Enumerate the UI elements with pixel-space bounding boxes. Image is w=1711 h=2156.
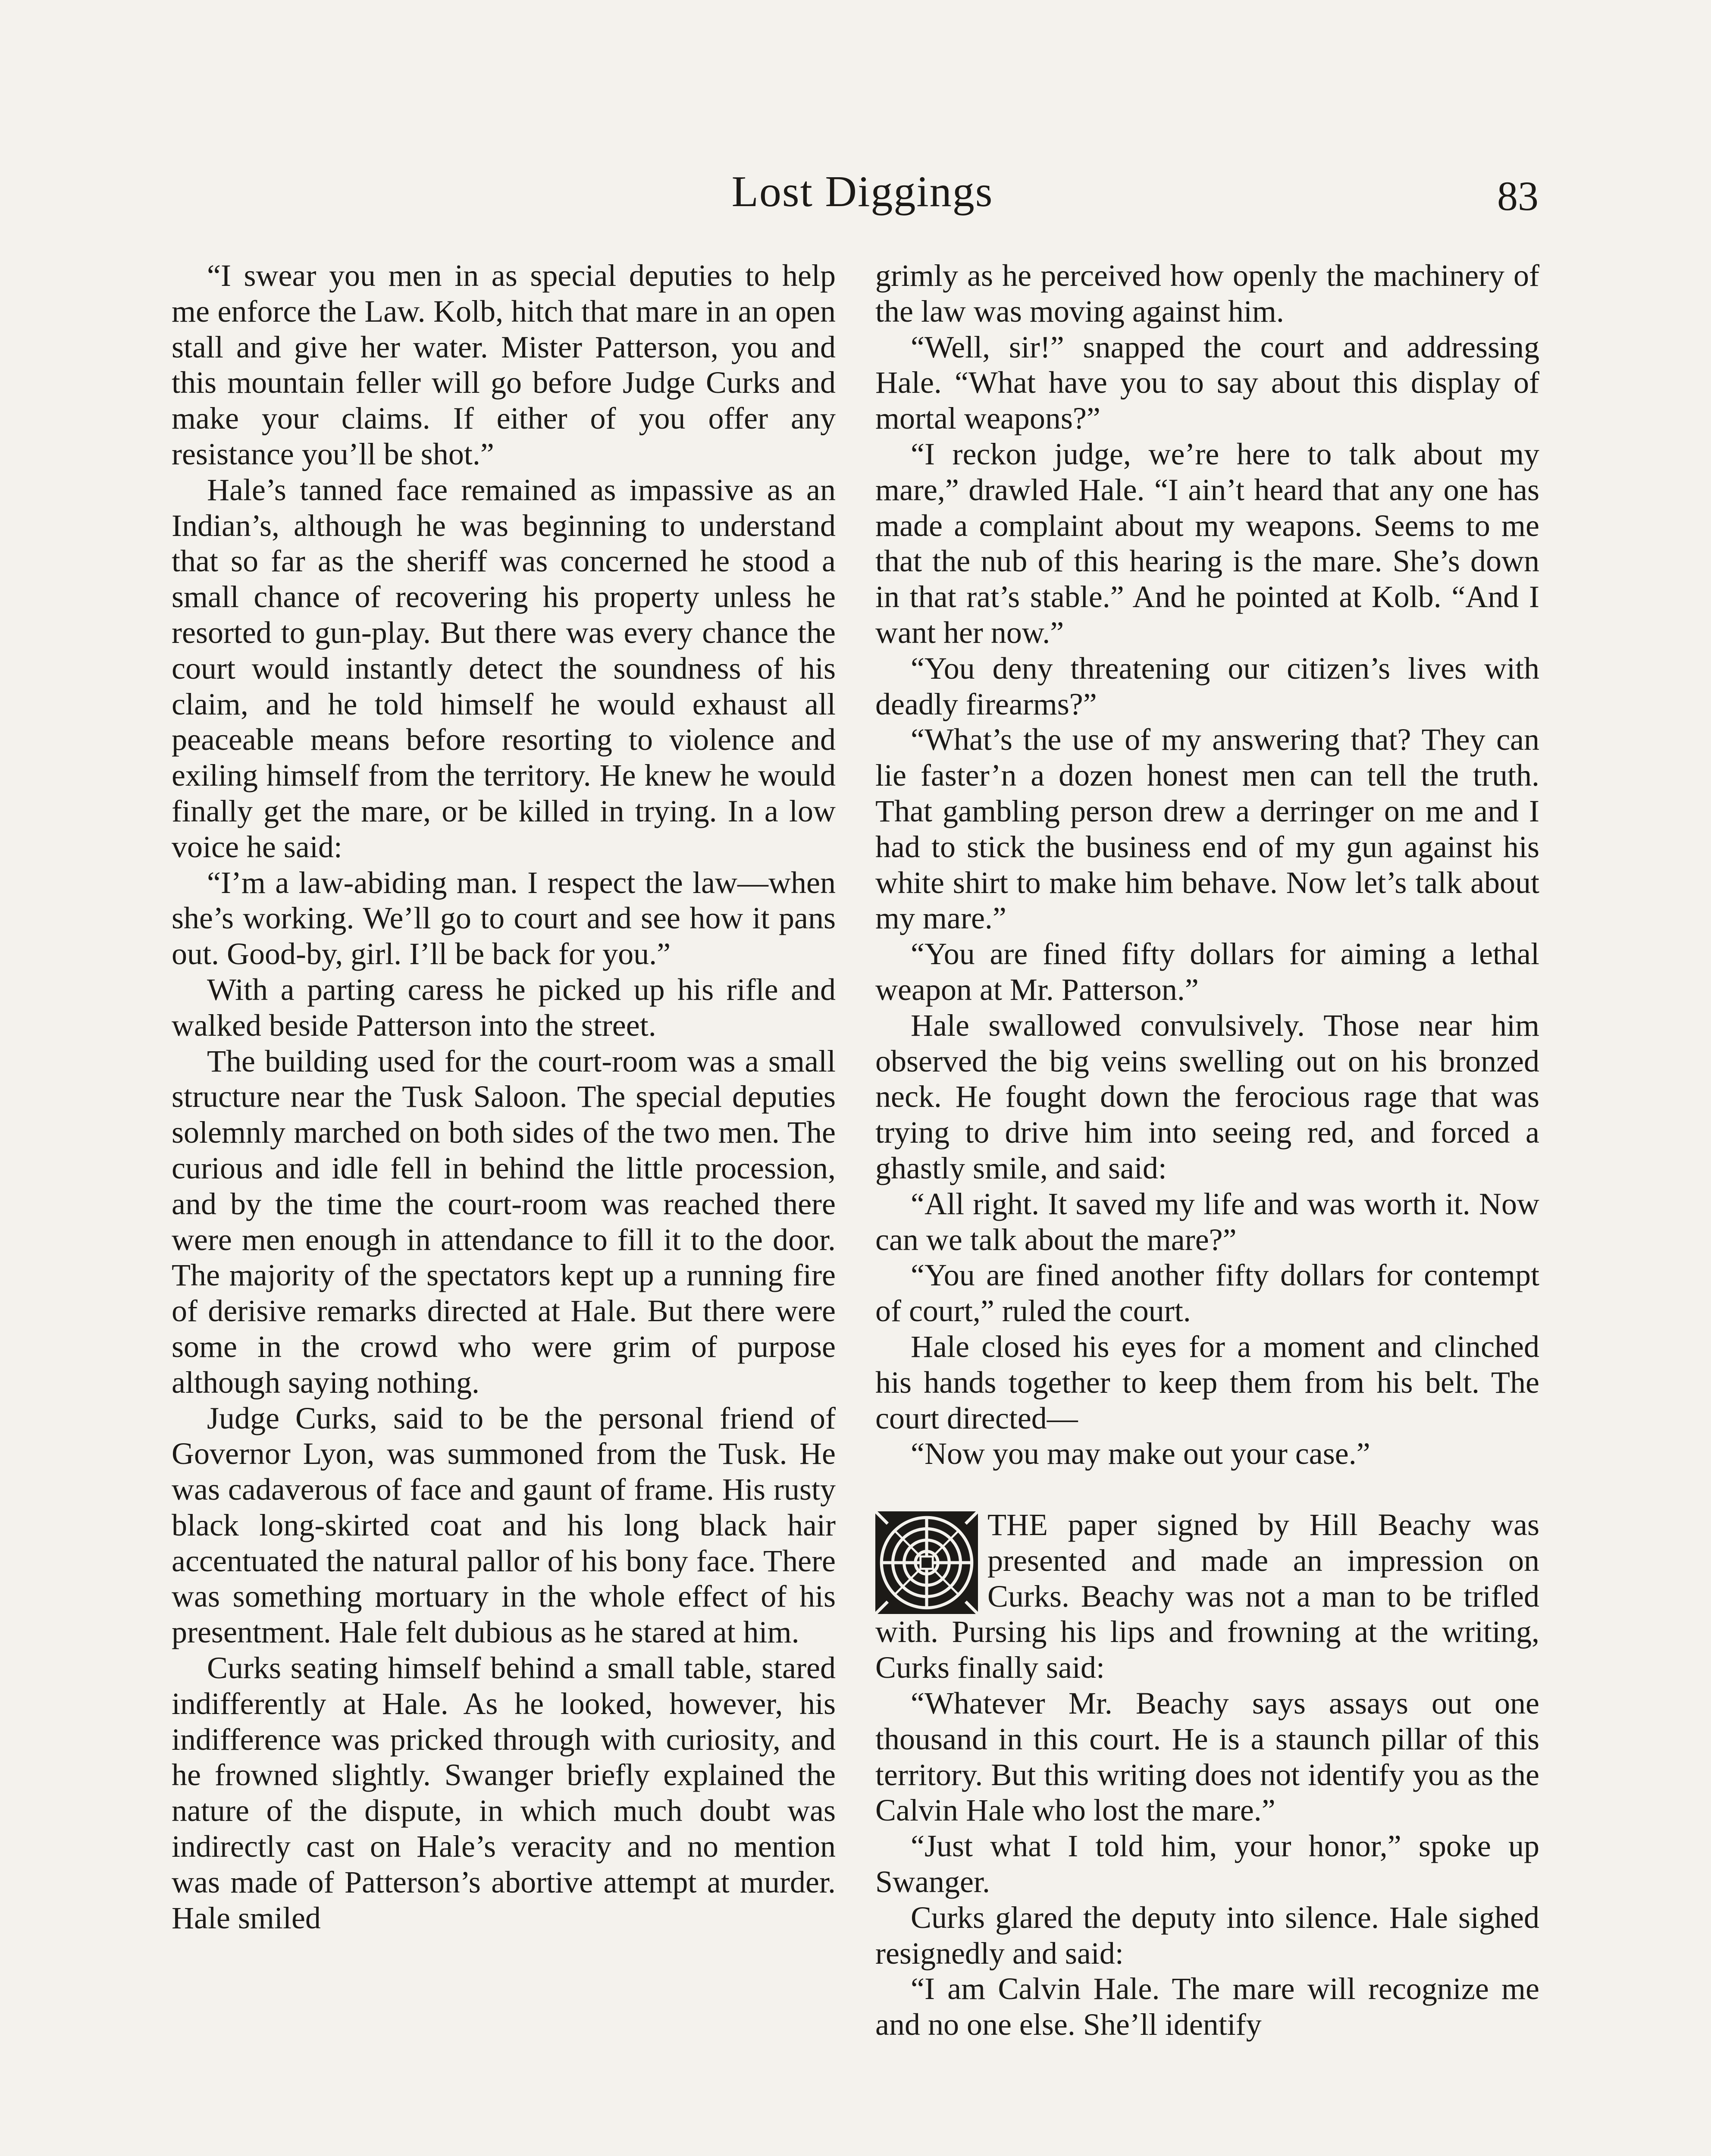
paragraph: “You deny threatening our citizen’s lives with deadly firearms?” [875, 651, 1539, 721]
paragraph: The building used for the court-room was a small structure near the Tusk Saloon. The special deputies solemnly marched on both sides of the two men. The curious and idle fell in behind the little procession, and by the time the court-room was reached there were men enough in attendance to fill it to the door. The majority of the spectators kept up a running fire of derisive remarks directed at Hale. But there were some in the crowd who were grim of purpose although saying nothing. [172, 1044, 836, 1400]
paragraph: “Whatever Mr. Beachy says assays out one thousand in this court. He is a staunch pillar of this territory. But this writing does not identify you as the Calvin Hale who lost the mare.” [875, 1686, 1539, 1828]
paragraph: Curks glared the deputy into silence. Hale sighed resignedly and said: [875, 1900, 1539, 1971]
paragraph: “I’m a law-abiding man. I respect the law—when she’s working. We’ll go to court and see how it pans out. Good-by, girl. I’ll be back for you.” [172, 865, 836, 971]
paragraph: “I am Calvin Hale. The mare will recognize me and no one else. She’ll identify [875, 1971, 1539, 2042]
paragraph: “I reckon judge, we’re here to talk about my mare,” drawled Hale. “I ain’t heard that any one has made a complaint about my weapons. Seems to me that the nub of this hearing is the mare. She’s down in that rat’s stable.” And he pointed at Kolb. “And I want her now.” [875, 436, 1539, 650]
page-number: 83 [1497, 173, 1539, 219]
paragraph: Hale swallowed convulsively. Those near him observed the big veins swelling out on his bronzed neck. He fought down the ferocious rage that was trying to drive him into seeing red, and forced a ghastly smile, and said: [875, 1008, 1539, 1185]
running-head [0, 164, 1711, 233]
dropcap-paragraph-text: THE paper signed by Hill Beachy was presented and made an impression on Curks. Beachy was not a man to be trifled with. Pursing his lips and frowning at the writing, Curks finally said: [875, 1507, 1539, 1685]
paragraph: “Now you may make out your case.” [911, 1436, 1370, 1471]
paragraph: “All right. It saved my life and was worth it. Now can we talk about the mare?” [875, 1186, 1539, 1257]
paragraph: Judge Curks, said to be the personal friend of Governor Lyon, was summoned from the Tusk. He was cadaverous of face and gaunt of frame. His rusty black long-skirted coat and his long black hair accentuated the natural pallor of his bony face. There was something mortuary in the whole effect of his presentment. Hale felt dubious as he stared at him. [172, 1401, 836, 1650]
dropcap-paragraph [875, 1507, 1539, 1686]
ornamental-celtic-knot-initial-icon [875, 1511, 978, 1614]
paragraph: “Well, sir!” snapped the court and addressing Hale. “What have you to say about this display of mortal weapons?” [875, 329, 1539, 436]
running-head-title: Lost Diggings [731, 167, 993, 216]
paragraph: Hale’s tanned face remained as impassive as an Indian’s, although he was beginning to understand that so far as the sheriff was concerned he stood a small chance of recovering his property unless he resorted to gun-play. But there was every chance the court would instantly detect the soundness of his claim, and he told himself he would exhaust all peaceable means before resorting to violence and exiling himself from the territory. He knew he would finally get the mare, or be killed in trying. In a low voice he said: [172, 472, 836, 864]
paragraph: With a parting caress he picked up his rifle and walked beside Patterson into the street. [172, 972, 836, 1043]
text-column-left [172, 258, 836, 1936]
paragraph: “You are fined fifty dollars for aiming a lethal weapon at Mr. Patterson.” [875, 937, 1539, 1007]
section-break [875, 1472, 1539, 1507]
paragraph: “You are fined another fifty dollars for contempt of court,” ruled the court. [875, 1258, 1539, 1329]
paragraph: “Just what I told him, your honor,” spoke up Swanger. [875, 1829, 1539, 1899]
text-column-right [875, 258, 1539, 2043]
paragraph: “I swear you men in as special deputies to help me enforce the Law. Kolb, hitch that mare in an open stall and give her water. Mister Patterson, you and this mountain feller will go before Judge Curks and make your claims. If either of you offer any resistance you’ll be shot.” [172, 258, 836, 471]
paragraph: Hale closed his eyes for a moment and clinched his hands together to keep them from his belt. The court directed— [875, 1329, 1539, 1435]
paragraph: Curks seating himself behind a small table, stared indifferently at Hale. As he looked, however, his indifference was pricked through with curiosity, and he frowned slightly. Swanger briefly explained the nature of the dispute, in which much doubt was indirectly cast on Hale’s veracity and no mention was made of Patterson’s abortive attempt at murder. Hale smiled [172, 1651, 836, 1935]
paragraph-continued: grimly as he perceived how openly the machinery of the law was moving against him. [875, 258, 1539, 329]
paragraph: “What’s the use of my answering that? They can lie faster’n a dozen honest men can tell the truth. That gambling person drew a derringer on me and I had to stick the business end of my gun against his white shirt to make him behave. Now let’s talk about my mare.” [875, 722, 1539, 936]
